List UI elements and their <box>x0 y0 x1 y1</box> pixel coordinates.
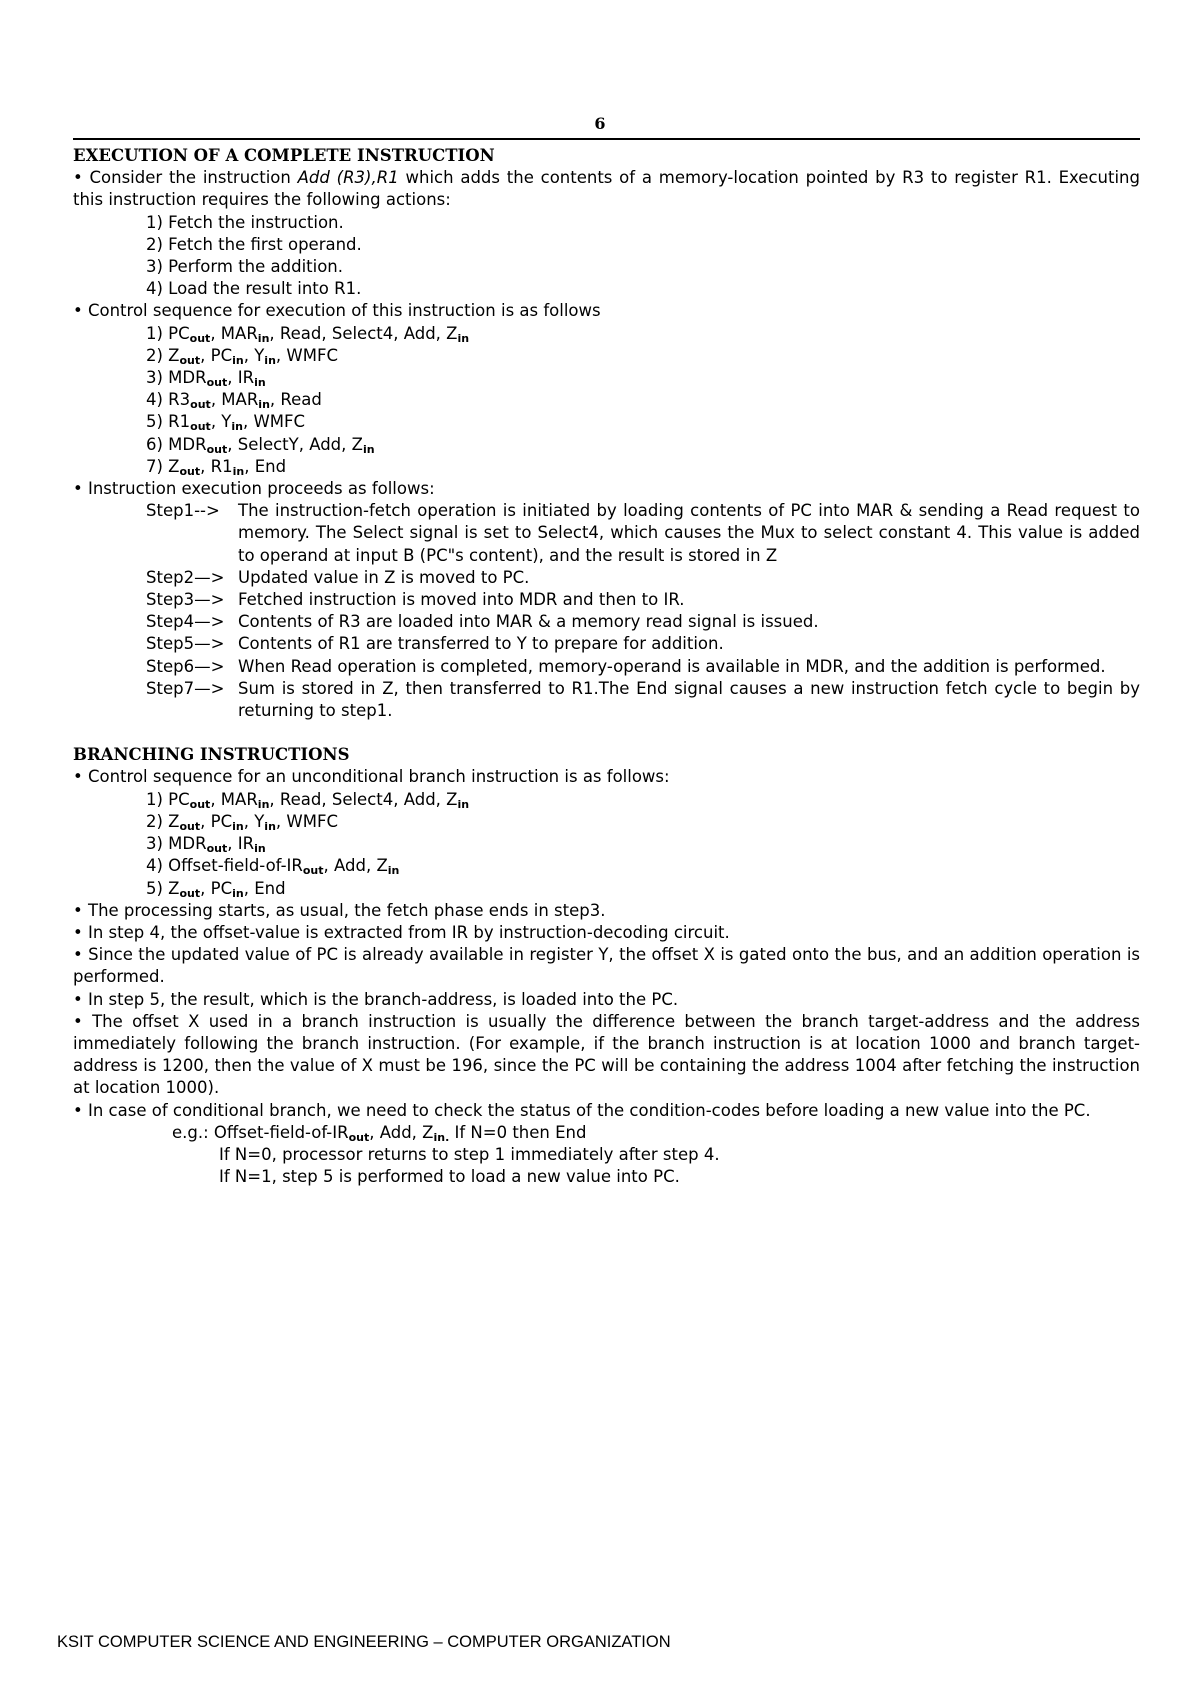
example-text: e.g.: Offset-$field-of-IR_{out}$, Add, $Z_{in.}$ If N=0 then End <box>172 1122 587 1144</box>
intro-paragraph <box>73 167 1140 211</box>
example-line: If N=1, step 5 is performed to load a new value into PC. <box>219 1167 680 1187</box>
branch-control-intro: • Control sequence for an unconditional branch instruction is as follows: <box>73 766 1140 788</box>
step-item <box>146 678 1140 722</box>
branch-bullet: • The offset X used in a branch instruction is usually the difference between the branch target-address and the address immediately following the branch instruction. (For example, if the branch instruction is at location 1000 and branch target-address is 1200, then the value of X must be 196, since the PC will be containing the address 1004 after fetching the instruction at location 1000). <box>73 1011 1140 1100</box>
step-label: Step3—> <box>146 590 225 610</box>
list-item: 2) Fetch the first operand. <box>146 234 362 254</box>
intro-text-b: which adds the contents of a memory-location pointed by R3 to register R1. Executing this instruction requires the following actions: <box>73 168 1140 210</box>
instruction-code: Add (R3),R1 <box>297 168 399 188</box>
step-text: Updated value in Z is moved to PC. <box>238 567 530 587</box>
list-item: 1) Fetch the instruction. <box>146 212 344 232</box>
step-text: Sum is stored in Z, then transferred to R1.The End signal causes a new instruction fetch cycle to begin by returning to step1. <box>238 678 1140 721</box>
branch-control-step: 4) Offset-$field-of-IR_{out}$, Add, $Z_{in}$ <box>146 856 400 878</box>
step-text: Fetched instruction is moved into MDR and then to IR. <box>238 590 685 610</box>
control-step: 2) $Z_{out}$, $PC_{in}$, $Y_{in}$, WMFC <box>146 345 338 367</box>
step-label: Step4—> <box>146 612 225 632</box>
step-label: Step1--> <box>146 501 220 521</box>
branch-bullet: • In step 5, the result, which is the branch-address, is loaded into the PC. <box>73 989 1140 1011</box>
step-text: The instruction-fetch operation is initiated by loading contents of PC into MAR & sending a Read request to memory. The Select signal is set to Select4, which causes the Mux to select constant 4. This value is added to operand at input B (PC"s content), and the result is stored in Z <box>238 501 1140 565</box>
control-step: 7) $Z_{out}$, $R1_{in}$, End <box>146 456 287 478</box>
step-label: Step7—> <box>146 678 225 698</box>
branch-control-step: 5) $Z_{out}$, $PC_{in}$, End <box>146 878 286 900</box>
section-heading-branching: BRANCHING INSTRUCTIONS <box>73 745 350 765</box>
step-item <box>146 567 1140 589</box>
header-rule <box>73 138 1140 140</box>
branch-control-step: 1) $PC_{out}$, $MAR_{in}$, Read, Select4, Add, $Z_{in}$ <box>146 789 470 811</box>
execution-steps <box>73 500 1140 722</box>
branch-bullet: • In step 4, the offset-value is extracted from IR by instruction-decoding circuit. <box>73 922 1140 944</box>
list-item: 4) Load the result into R1. <box>146 279 362 299</box>
branch-bullet: • The processing starts, as usual, the fetch phase ends in step3. <box>73 900 1140 922</box>
example-line: If N=0, processor returns to step 1 immediately after step 4. <box>219 1144 720 1164</box>
step-label: Step6—> <box>146 656 225 676</box>
control-sequence-intro: • Control sequence for execution of this instruction is as follows <box>73 300 1140 322</box>
step-text: Contents of R3 are loaded into MAR & a memory read signal is issued. <box>238 612 819 632</box>
control-step: 4) $R3_{out}$, $MAR_{in}$, Read <box>146 390 322 412</box>
step-item <box>146 633 1140 655</box>
control-step: 1) $PC_{out}$, $MAR_{in}$, Read, Select4, Add, $Z_{in}$ <box>146 323 470 345</box>
step-text: Contents of R1 are transferred to Y to prepare for addition. <box>238 634 724 654</box>
page-footer: KSIT COMPUTER SCIENCE AND ENGINEERING – COMPUTER ORGANIZATION <box>57 1633 671 1651</box>
step-item <box>146 611 1140 633</box>
section-heading-execution: EXECUTION OF A COMPLETE INSTRUCTION <box>73 146 495 165</box>
step-label: Step5—> <box>146 634 225 654</box>
step-item <box>146 589 1140 611</box>
intro-text-a: Consider the instruction <box>89 168 298 188</box>
branch-control-step: 3) $MDR_{out}$, $IR_{in}$ <box>146 834 266 856</box>
branch-bullet: • In case of conditional branch, we need to check the status of the condition-codes before loading a new value into the PC. <box>73 1100 1140 1122</box>
step-label: Step2—> <box>146 567 225 587</box>
example-line <box>73 1122 1140 1144</box>
page-number: 6 <box>594 114 606 133</box>
control-step: 6) $MDR_{out}$, SelectY, Add, $Z_{in}$ <box>146 434 375 456</box>
control-step: 3) $MDR_{out}$, $IR_{in}$ <box>146 368 266 390</box>
control-step: 5) $R1_{out}$, $Y_{in}$, WMFC <box>146 412 306 434</box>
list-item: 3) Perform the addition. <box>146 257 344 277</box>
control-sequence-list <box>73 323 1140 478</box>
step-text: When Read operation is completed, memory-operand is available in MDR, and the addition is performed. <box>238 656 1106 676</box>
branch-control-step: 2) $Z_{out}$, $PC_{in}$, $Y_{in}$, WMFC <box>146 811 338 833</box>
actions-list <box>73 212 1140 301</box>
branch-bullet: • Since the updated value of PC is already available in register Y, the offset X is gated onto the bus, and an addition operation is performed. <box>73 944 1140 988</box>
execution-intro: • Instruction execution proceeds as follows: <box>73 478 1140 500</box>
page-content <box>73 145 1140 1188</box>
step-item <box>146 500 1140 567</box>
step-item <box>146 656 1140 678</box>
branch-control-list <box>73 789 1140 900</box>
